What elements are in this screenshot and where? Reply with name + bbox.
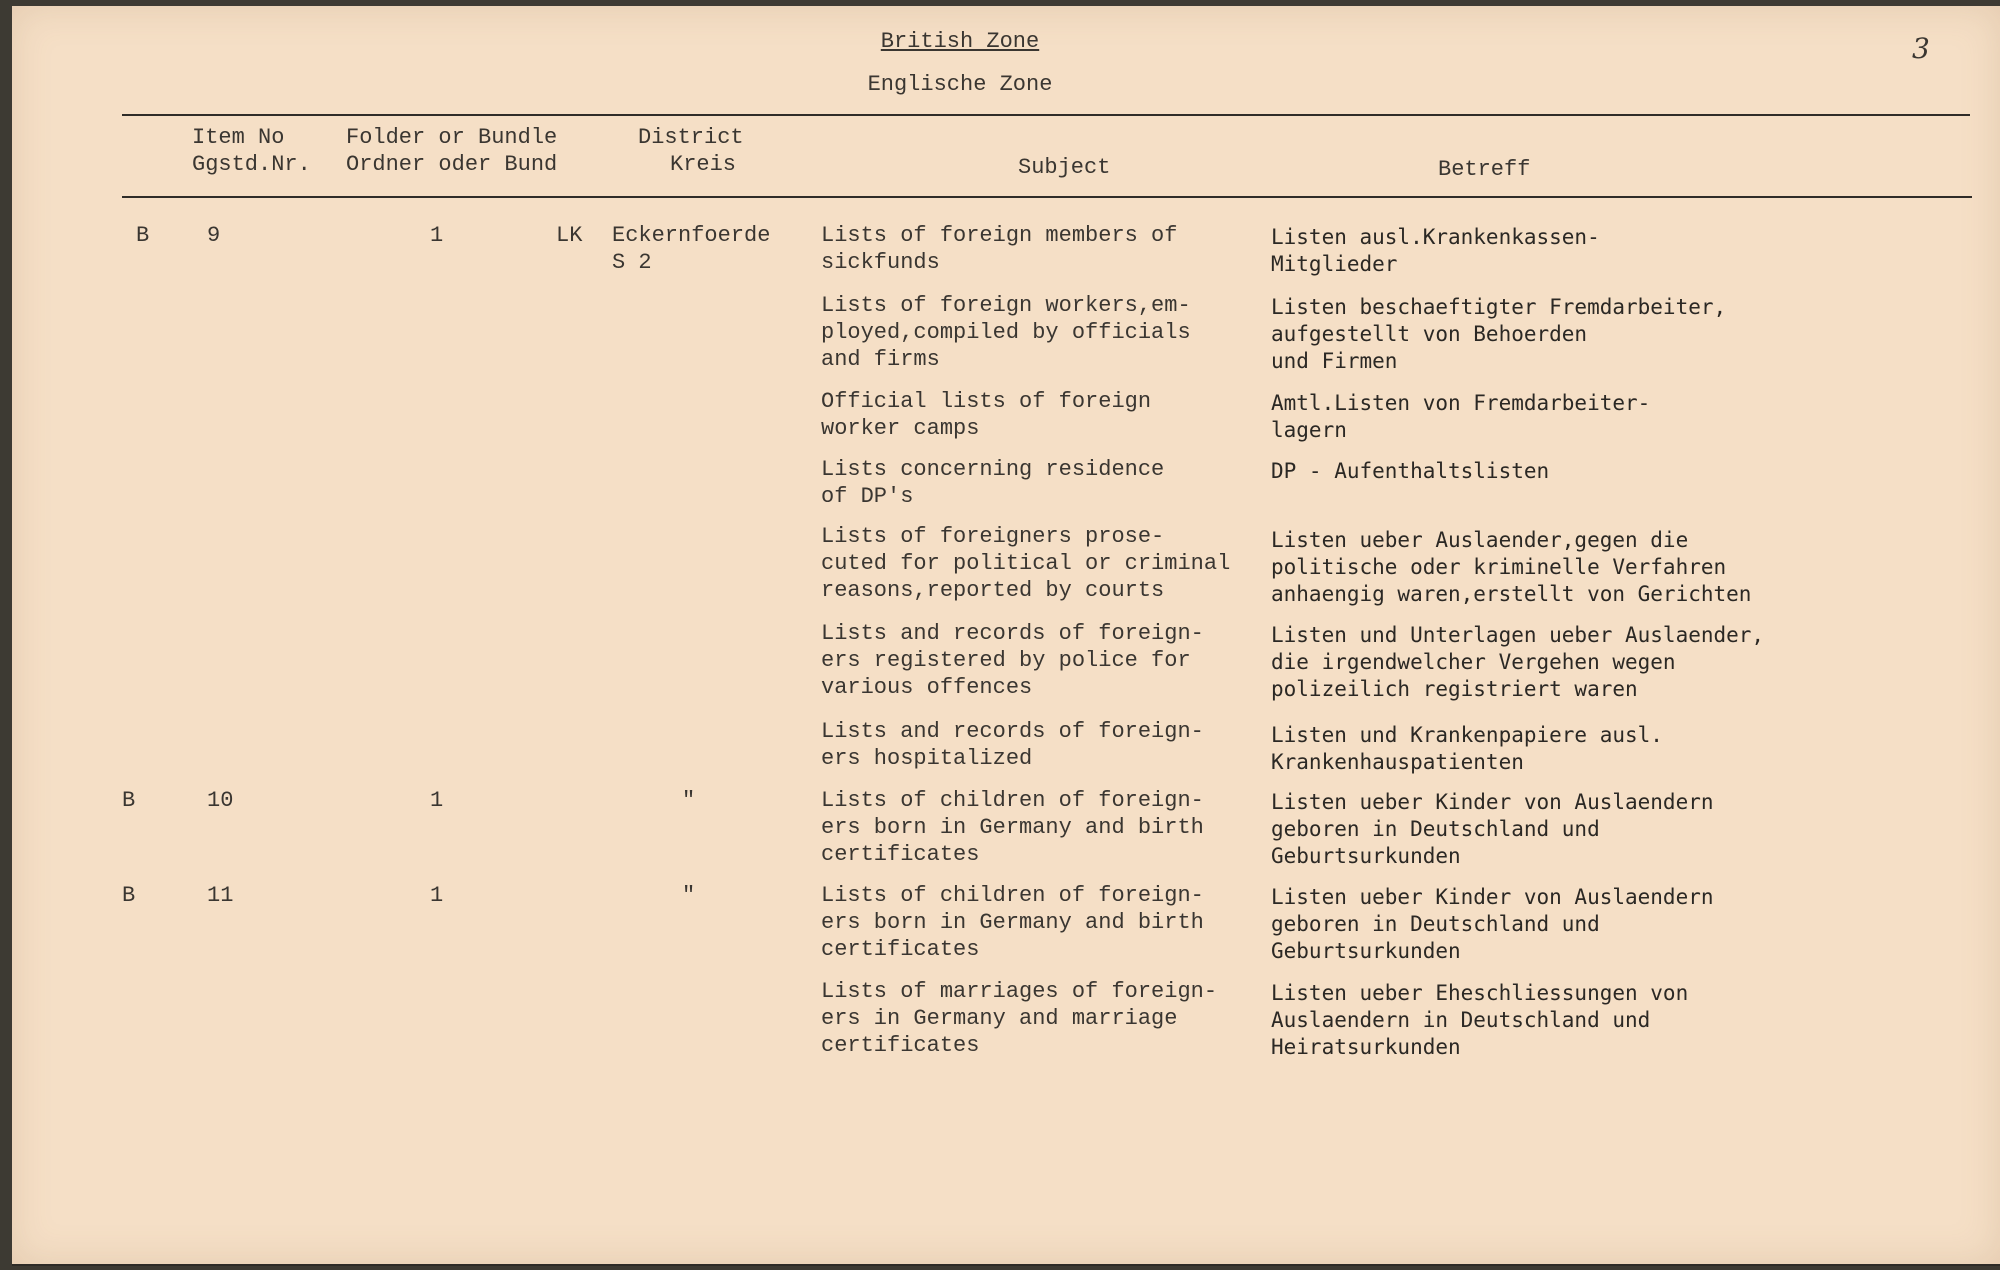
district-code: S 2 [612, 250, 652, 275]
betreff-text: Listen ueber Kinder von Auslaendern geboren in Deutschland und Geburtsurkunden [1271, 885, 1714, 963]
betreff-text: Listen ueber Kinder von Auslaendern geboren in Deutschland und Geburtsurkunden [1271, 790, 1714, 868]
row-prefix: B [122, 788, 136, 813]
column-betreff: Betreff [1438, 157, 1531, 182]
folder-number: 1 [430, 223, 444, 248]
column-folder-de: Ordner oder Bund [346, 152, 558, 177]
column-district-en: District [638, 125, 744, 150]
subject-text: Lists and records of foreign- ers hospitalized [821, 719, 1204, 771]
page-number: 3 [1912, 32, 1930, 65]
row-prefix: B [122, 883, 136, 908]
betreff-text: Listen und Unterlagen ueber Auslaender, die irgendwelcher Vergehen wegen polizeilich registriert waren [1271, 623, 1765, 701]
item-number: 10 [207, 788, 234, 813]
subject-text: Lists of foreigners prose- cuted for political or criminal reasons,reported by courts [821, 524, 1231, 603]
subject-text: Official lists of foreign worker camps [821, 389, 1152, 441]
subject-text: Lists of children of foreign- ers born in Germany and birth certificates [821, 883, 1204, 962]
betreff-text: Listen ueber Eheschliessungen von Auslaendern in Deutschland und Heiratsurkunden [1271, 981, 1689, 1059]
betreff-text: Listen ueber Auslaender,gegen die politische oder kriminelle Verfahren anhaengig waren,erstellt von Gerichten [1271, 528, 1752, 606]
subject-text: Lists of children of foreign- ers born in Germany and birth certificates [821, 788, 1204, 867]
item-number: 9 [207, 223, 221, 248]
betreff-text: Listen und Krankenpapiere ausl. Krankenhauspatienten [1271, 723, 1663, 774]
betreff-text: Listen beschaeftigter Fremdarbeiter, aufgestellt von Behoerden und Firmen [1271, 295, 1727, 373]
subject-text: Lists concerning residence of DP's [821, 457, 1165, 509]
subject-text: Lists and records of foreign- ers registered by police for various offences [821, 621, 1204, 700]
betreff-text: Amtl.Listen von Fremdarbeiter- lagern [1271, 391, 1651, 442]
title-english: British Zone [880, 29, 1040, 54]
district-ditto: " [682, 788, 696, 813]
column-item-de: Ggstd.Nr. [192, 152, 311, 177]
title-german: Englische Zone [867, 72, 1053, 97]
column-item-en: Item No [192, 125, 285, 150]
district-name: Eckernfoerde [612, 223, 771, 248]
column-subject: Subject [1018, 155, 1111, 180]
subject-text: Lists of foreign workers,em- ployed,compiled by officials and firms [821, 293, 1191, 372]
header-rule-top [122, 114, 1970, 116]
betreff-text: DP - Aufenthaltslisten [1271, 459, 1550, 483]
subject-text: Lists of foreign members of sickfunds [821, 223, 1178, 275]
item-number: 11 [207, 883, 234, 908]
folder-number: 1 [430, 883, 444, 908]
column-district-de: Kreis [670, 152, 737, 177]
folder-number: 1 [430, 788, 444, 813]
district-ditto: " [682, 883, 696, 908]
betreff-text: Listen ausl.Krankenkassen- Mitglieder [1271, 225, 1600, 276]
column-folder-en: Folder or Bundle [346, 125, 558, 150]
header-rule-bottom [122, 196, 1972, 198]
row-prefix: B [136, 223, 150, 248]
subject-text: Lists of marriages of foreign- ers in Germany and marriage certificates [821, 979, 1218, 1058]
district-prefix: LK [556, 223, 583, 248]
